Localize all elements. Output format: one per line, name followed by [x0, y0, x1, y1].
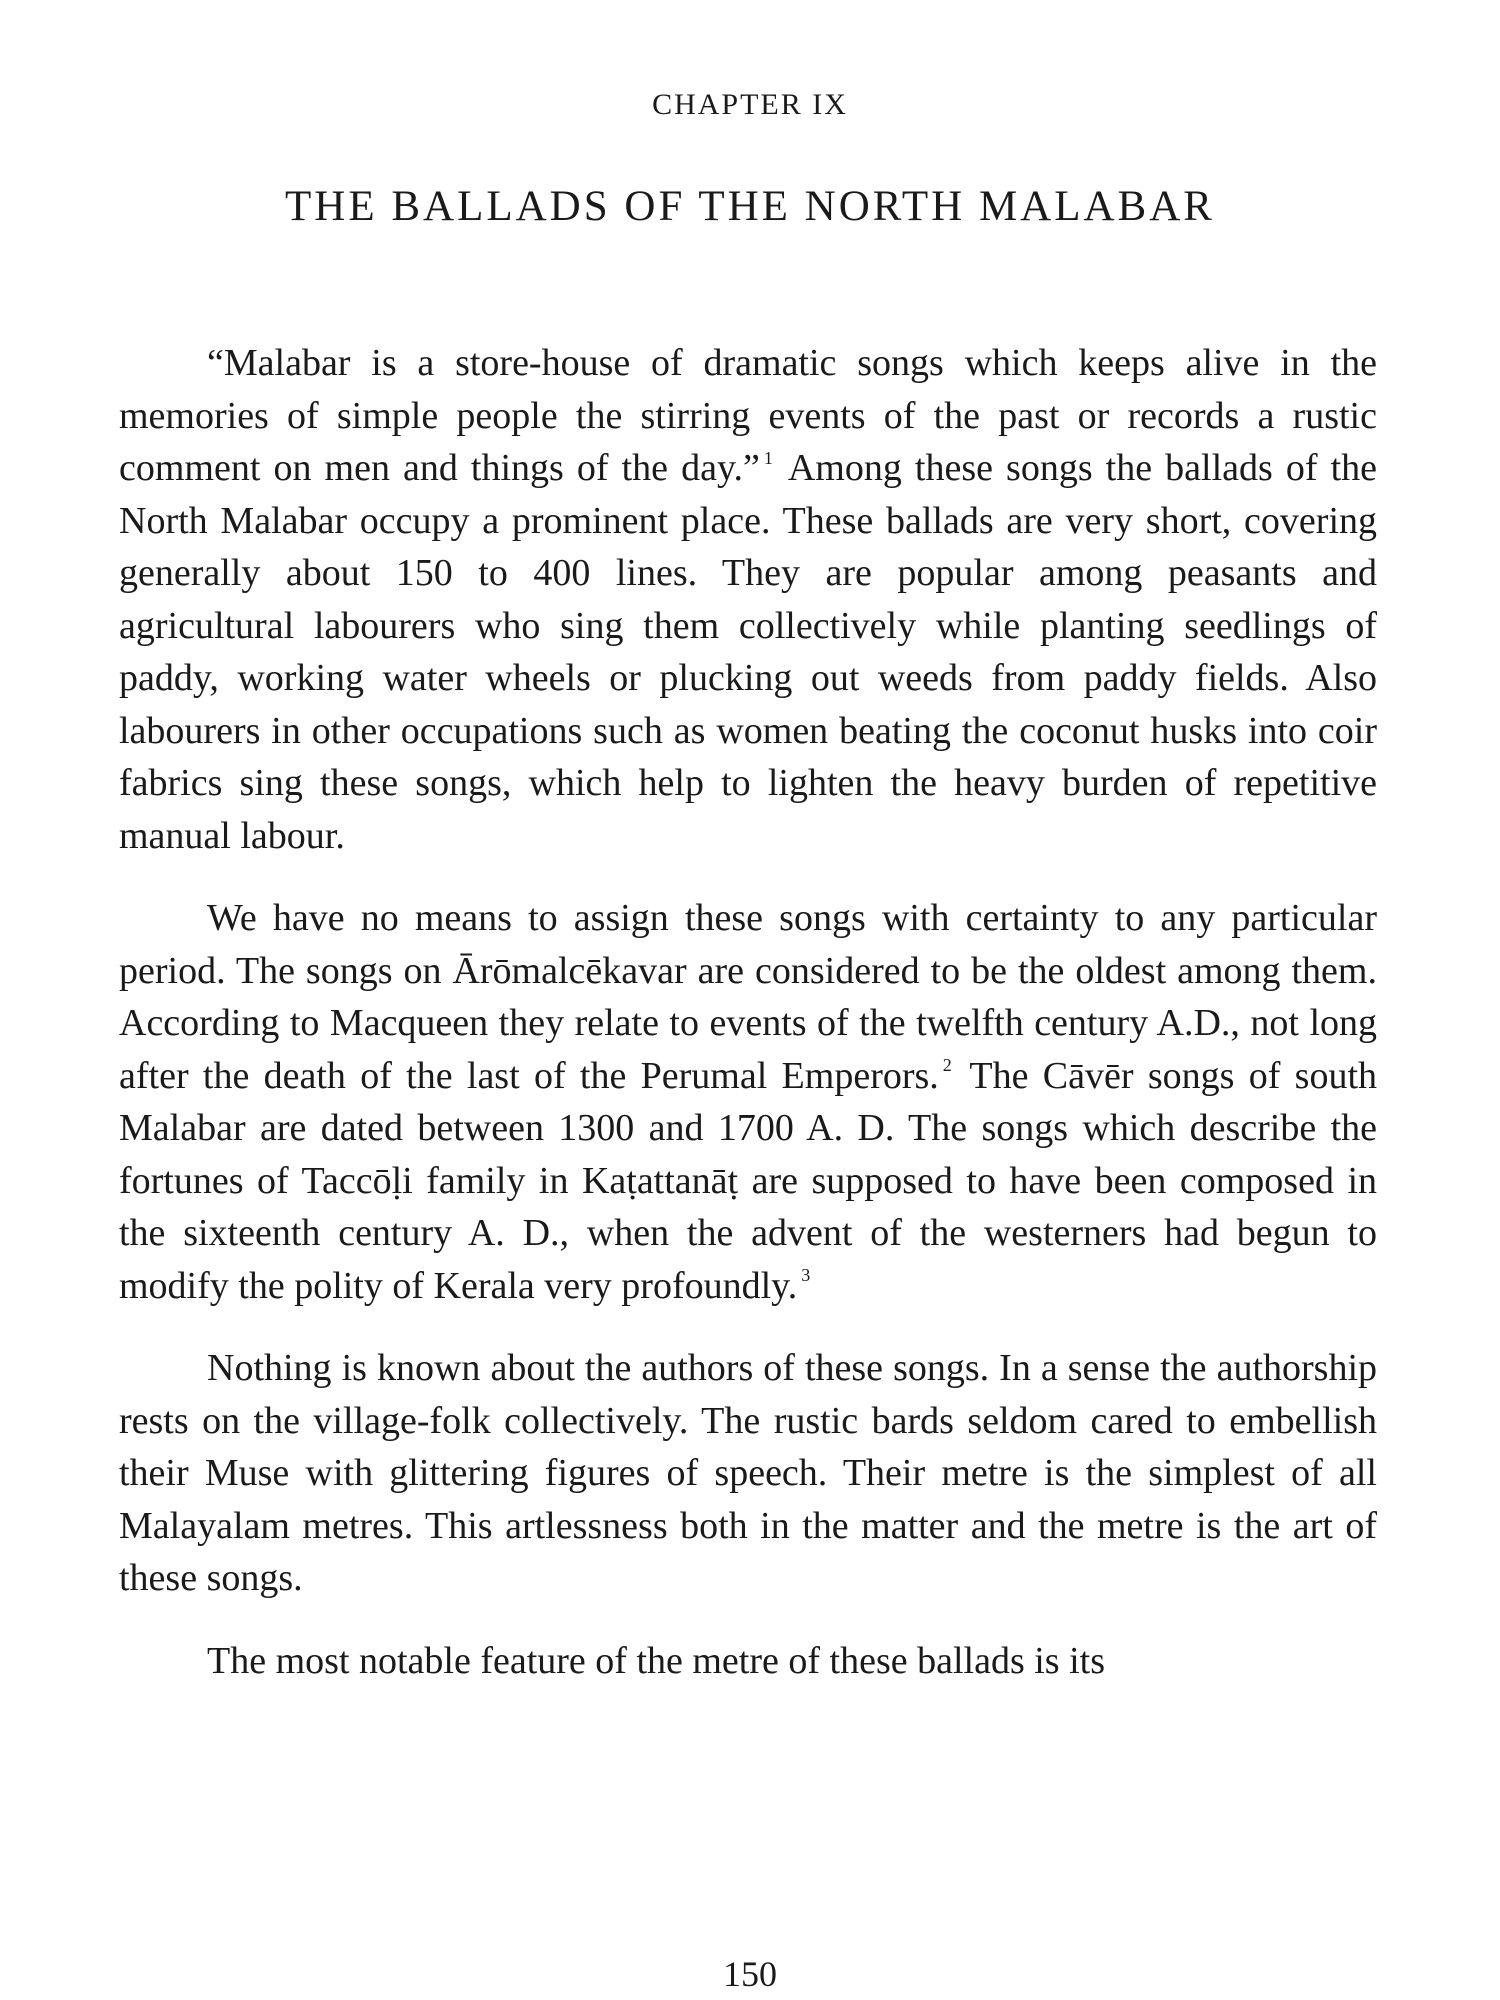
page-number: 150	[723, 1954, 777, 1994]
body-text	[119, 337, 1377, 1687]
paragraph-1-text: Among these songs the ballads of the North Malabar occupy a prominent place. These ballads are very short, covering generally about 150 to 400 lines. They are popular among peasants and agricultural labourers who sing them collectively while planting seedlings of paddy, working water wheels or plucking out weeds from paddy fields. Also labourers in other occupations such as women beating the coconut husks into coir fabrics sing these songs, which help to lighten the heavy burden of repetitive manual labour.	[119, 447, 1377, 857]
paragraph-3-text: Nothing is known about the authors of these songs. In a sense the authorship rests on the village-folk collectively. The rustic bards seldom cared to embellish their Muse with glittering figures of speech. Their metre is the simplest of all Malayalam metres. This artlessness both in the matter and the metre is the art of these songs.	[119, 1347, 1377, 1599]
paragraph-4	[119, 1635, 1377, 1688]
paragraph-2	[119, 892, 1377, 1312]
paragraph-2-text-a: We have no means to assign these songs with certainty to any particular period. The songs on Ārōmalcēkavar are considered to be the oldest among them. According to Macqueen they relate to events of the twelfth century A.D., not long after the death of the last of the Perumal Emperors.	[119, 897, 1377, 1097]
paragraph-2-text-b: The Cāvēr songs of south Malabar are dated between 1300 and 1700 A. D. The songs which describe the fortunes of Taccōḷi family in Kaṭattanāṭ are supposed to have been composed in the sixteenth century A. D., when the advent of the westerners had begun to modify the polity of Kerala very profoundly.	[119, 1054, 1378, 1307]
paragraph-3	[119, 1342, 1377, 1605]
footnote-ref-1: 1	[763, 447, 773, 468]
paragraph-1-quote: “Malabar is a store-house of dramatic songs which keeps alive in the memories of simple people the stirring events of the past or records a rustic comment on men and things of the day.”	[119, 342, 1377, 489]
chapter-label: CHAPTER IX	[652, 88, 848, 121]
paragraph-4-text: The most notable feature of the metre of these ballads is its	[207, 1639, 1105, 1682]
footnote-ref-2: 2	[942, 1055, 952, 1076]
chapter-title: THE BALLADS OF THE NORTH MALABAR	[285, 183, 1215, 230]
paragraph-1	[119, 337, 1377, 862]
footnote-ref-3: 3	[801, 1265, 811, 1286]
